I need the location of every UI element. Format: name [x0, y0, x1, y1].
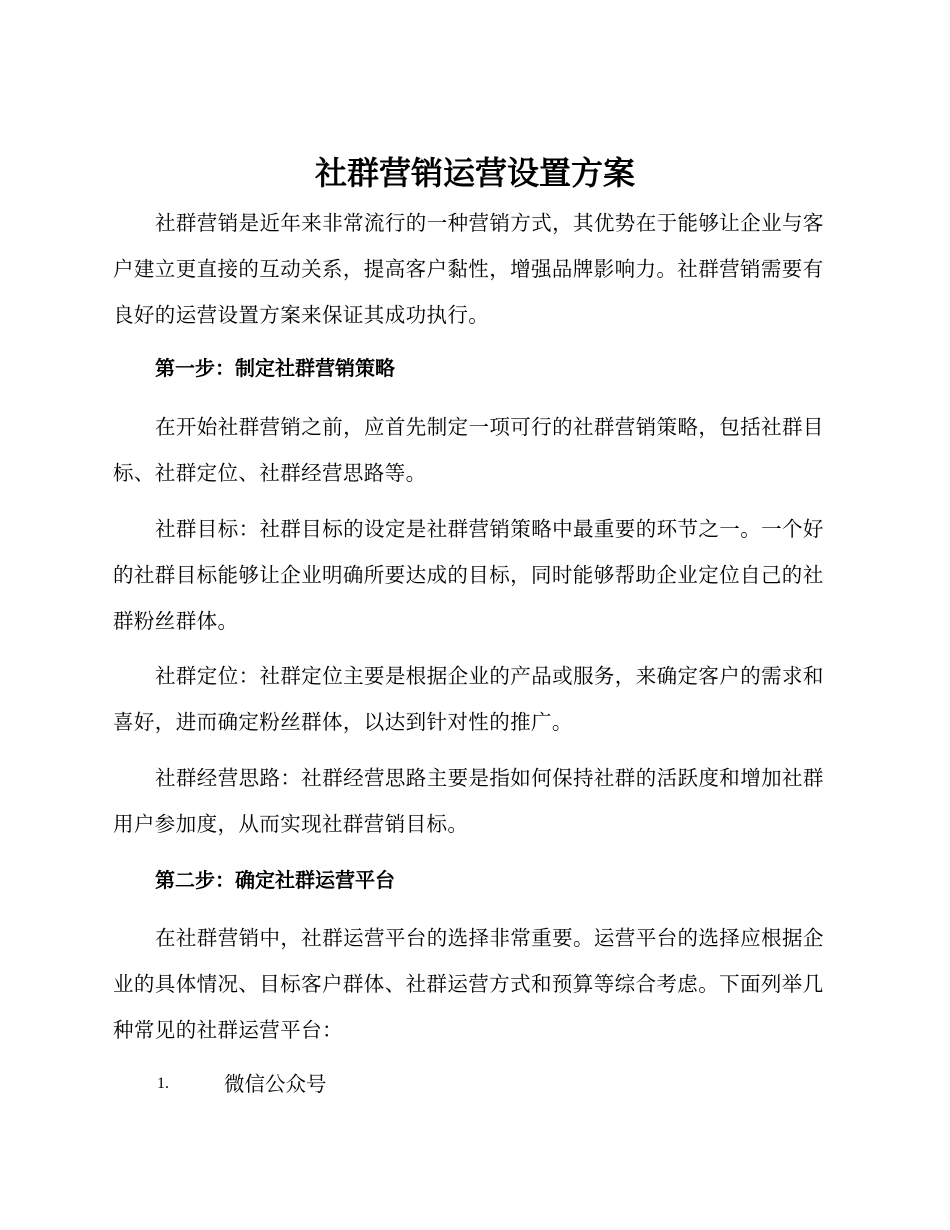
- positioning-paragraph: 社群定位：社群定位主要是根据企业的产品或服务，来确定客户的需求和喜好，进而确定粉丝群体，以达到针对性的推广。: [113, 664, 824, 734]
- step1-heading: 第一步：制定社群营销策略: [155, 356, 395, 380]
- list-item: [157, 1069, 837, 1099]
- list-item-number: 1.: [157, 1075, 169, 1092]
- step1-intro-paragraph: 在开始社群营销之前，应首先制定一项可行的社群营销策略，包括社群目标、社群定位、社群经营思路等。: [113, 415, 824, 485]
- goal-paragraph: 社群目标：社群目标的设定是社群营销策略中最重要的环节之一。一个好的社群目标能够让企业明确所要达成的目标，同时能够帮助企业定位自己的社群粉丝群体。: [113, 517, 824, 633]
- list-item-text: 微信公众号: [224, 1072, 327, 1096]
- intro-paragraph: 社群营销是近年来非常流行的一种营销方式，其优势在于能够让企业与客户建立更直接的互动关系，提高客户黏性，增强品牌影响力。社群营销需要有良好的运营设置方案来保证其成功执行。: [113, 211, 824, 327]
- document-title: 社群营销运营设置方案: [314, 154, 635, 192]
- step2-heading: 第二步：确定社群运营平台: [155, 868, 395, 892]
- strategy-paragraph: 社群经营思路：社群经营思路主要是指如何保持社群的活跃度和增加社群用户参加度，从而实现社群营销目标。: [113, 766, 824, 836]
- step2-intro-paragraph: 在社群营销中，社群运营平台的选择非常重要。运营平台的选择应根据企业的具体情况、目标客户群体、社群运营方式和预算等综合考虑。下面列举几种常见的社群运营平台：: [113, 926, 824, 1042]
